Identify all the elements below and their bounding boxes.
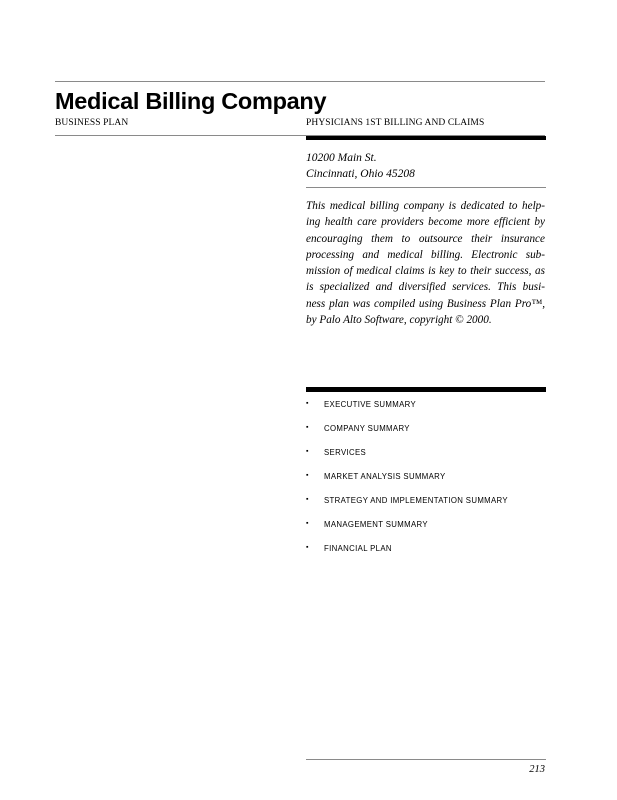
description-line: by Palo Alto Software, copyright © 2000.	[306, 314, 492, 327]
description-line: This medical billing company is dedicated to help-	[306, 200, 545, 212]
bullet-icon: ▪	[306, 520, 309, 527]
bullet-icon: ▪	[306, 424, 309, 431]
bullet-icon: ▪	[306, 472, 309, 479]
description-line: mission of medical claims is key to their success, as	[306, 265, 545, 278]
table-of-contents	[306, 400, 546, 568]
toc-item	[306, 544, 546, 568]
bullet-icon: ▪	[306, 496, 309, 503]
bullet-icon: ▪	[306, 448, 309, 455]
address-thick-rule	[306, 136, 546, 140]
page-number: 213	[529, 764, 545, 775]
toc-item-label: SERVICES	[324, 448, 367, 457]
city-state-zip: Cincinnati, Ohio 45208	[306, 168, 415, 180]
footer-rule	[306, 759, 546, 760]
description-paragraph	[306, 198, 545, 328]
description-line: processing and medical billing. Electronic sub-	[306, 248, 545, 261]
description-line: encouraging them to outsource their insurance	[306, 232, 545, 245]
description-line: ness plan was compiled using Business Plan Pro™,	[306, 297, 545, 310]
company-name: PHYSICIANS 1ST BILLING AND CLAIMS	[306, 118, 485, 128]
address-block	[306, 150, 415, 182]
toc-item	[306, 448, 546, 472]
address-divider	[306, 187, 546, 188]
toc-item-label: COMPANY SUMMARY	[324, 424, 410, 433]
category-label: BUSINESS PLAN	[55, 118, 129, 128]
toc-item-label: MARKET ANALYSIS SUMMARY	[324, 472, 446, 481]
description-line: ing health care providers become more efficient by	[306, 216, 545, 229]
toc-item-label: MANAGEMENT SUMMARY	[324, 520, 428, 529]
bullet-icon: ▪	[306, 400, 309, 407]
toc-item	[306, 520, 546, 544]
description-line: is specialized and diversified services. This busi-	[306, 281, 545, 294]
toc-thick-rule	[306, 387, 546, 392]
toc-item-label: EXECUTIVE SUMMARY	[324, 400, 417, 409]
page-title: Medical Billing Company	[55, 88, 327, 114]
toc-item-label: FINANCIAL PLAN	[324, 544, 392, 553]
top-rule	[55, 81, 545, 82]
toc-item	[306, 472, 546, 496]
street-address: 10200 Main St.	[306, 152, 377, 164]
toc-item	[306, 424, 546, 448]
toc-item	[306, 400, 546, 424]
bullet-icon: ▪	[306, 544, 309, 551]
toc-item-label: STRATEGY AND IMPLEMENTATION SUMMARY	[324, 496, 508, 505]
toc-item	[306, 496, 546, 520]
